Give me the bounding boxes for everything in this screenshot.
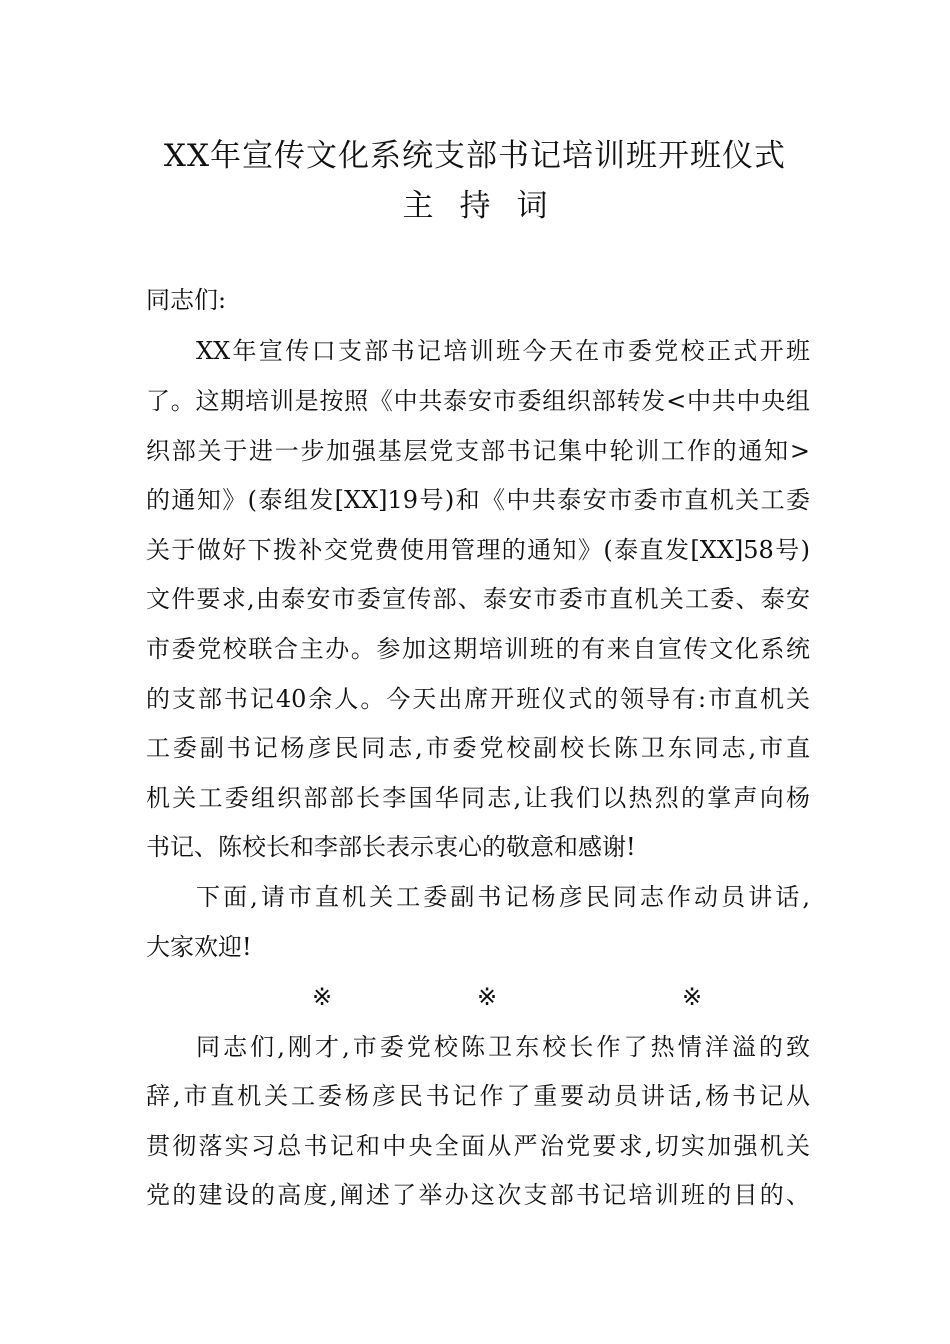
paragraph-1-line: 的通知》(泰组发[XX]19号)和《中共泰安市委市直机关工委: [146, 486, 810, 514]
paragraph-1-line: 机关工委组织部部长李国华同志,让我们以热烈的掌声向杨: [146, 784, 810, 812]
paragraph-1-line: 文件要求,由泰安市委宣传部、泰安市委市直机关工委、泰安: [146, 585, 810, 613]
separator-mark: ※: [477, 983, 498, 1011]
paragraph-3-line: 同志们,刚才,市委党校陈卫东校长作了热情洋溢的致: [196, 1033, 810, 1061]
paragraph-2-line: 大家欢迎!: [146, 933, 252, 961]
document-subtitle: 主持词: [402, 188, 574, 224]
paragraph-1-line: XX年宣传口支部书记培训班今天在市委党校正式开班: [196, 337, 810, 365]
document-title: XX年宣传文化系统支部书记培训班开班仪式: [163, 138, 787, 174]
separator-mark: ※: [682, 983, 703, 1011]
paragraph-3-line: 贯彻落实习总书记和中央全面从严治党要求,切实加强机关: [146, 1132, 810, 1160]
paragraph-1-line: 工委副书记杨彦民同志,市委党校副校长陈卫东同志,市直: [146, 734, 810, 762]
paragraph-3-line: 辞,市直机关工委杨彦民书记作了重要动员讲话,杨书记从: [146, 1082, 810, 1110]
paragraph-1-line: 的支部书记40余人。今天出席开班仪式的领导有:市直机关: [146, 685, 810, 713]
paragraph-1-line: 书记、陈校长和李部长表示衷心的敬意和感谢!: [146, 833, 636, 861]
separator-mark: ※: [312, 983, 333, 1011]
paragraph-2-line: 下面,请市直机关工委副书记杨彦民同志作动员讲话,: [196, 883, 810, 911]
paragraph-1-line: 市委党校联合主办。参加这期培训班的有来自宣传文化系统: [146, 635, 810, 663]
paragraph-3-line: 党的建设的高度,阐述了举办这次支部书记培训班的目的、: [146, 1181, 810, 1209]
paragraph-1-line: 了。这期培训是按照《中共泰安市委组织部转发<中共中央组: [146, 387, 810, 415]
paragraph-1-line: 关于做好下拨补交党费使用管理的通知》(泰直发[XX]58号): [146, 536, 810, 564]
paragraph-1-line: 织部关于进一步加强基层党支部书记集中轮训工作的通知>: [146, 437, 810, 465]
section-separator: [0, 982, 950, 1012]
salutation: 同志们:: [146, 286, 227, 314]
